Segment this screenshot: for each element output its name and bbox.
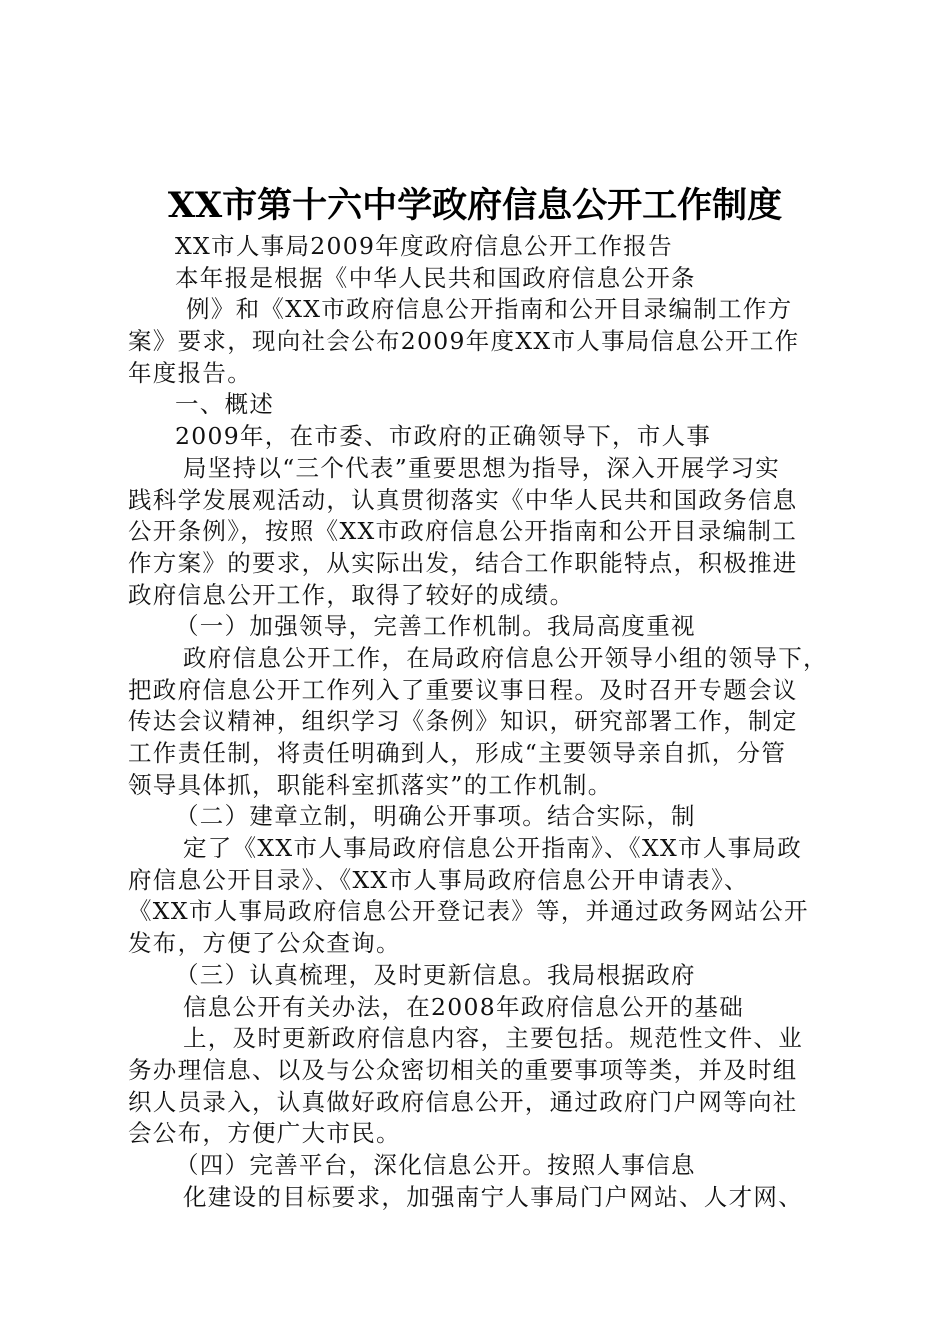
text-line: 传达会议精神，组织学习《条例》知识，研究部署工作，制定 xyxy=(128,707,798,736)
section-heading: 一、概述 xyxy=(175,390,275,419)
text-line: 年度报告。 xyxy=(128,358,252,387)
text-line: 2009年，在市委、市政府的正确领导下，市人事 xyxy=(175,422,712,451)
text-line: 定了《XX市人事局政府信息公开指南》、《XX市人事局政 xyxy=(183,834,803,863)
text-line: 把政府信息公开工作列入了重要议事日程。及时召开专题会议 xyxy=(128,675,798,704)
text-line: 公开条例》，按照《XX市政府信息公开指南和公开目录编制工 xyxy=(128,517,798,546)
text-line: 局坚持以“三个代表”重要思想为指导，深入开展学习实 xyxy=(183,453,781,482)
subsection-heading: （二）建章立制，明确公开事项。结合实际，制 xyxy=(175,802,696,831)
document-title: XX市第十六中学政府信息公开工作制度 xyxy=(167,185,783,226)
text-line: 务办理信息、以及与公众密切相关的重要事项等类，并及时组 xyxy=(128,1055,798,1084)
text-line: 会公布，方便广大市民。 xyxy=(128,1119,401,1148)
text-line: 领导具体抓，职能科室抓落实”的工作机制。 xyxy=(128,770,613,799)
subsection-heading: （一）加强领导，完善工作机制。我局高度重视 xyxy=(175,612,696,641)
text-line: 本年报是根据《中华人民共和国政府信息公开条 xyxy=(175,263,696,292)
text-line: 政府信息公开工作，在局政府信息公开领导小组的领导下， xyxy=(183,643,828,672)
text-line: XX市人事局2009年度政府信息公开工作报告 xyxy=(175,232,673,260)
text-line: 案》要求，现向社会公布2009年度XX市人事局信息公开工作 xyxy=(128,327,800,356)
text-line: 践科学发展观活动，认真贯彻落实《中华人民共和国政务信息 xyxy=(128,485,798,514)
text-line: 工作责任制，将责任明确到人，形成“主要领导亲自抓，分管 xyxy=(128,739,787,767)
text-line: 化建设的目标要求，加强南宁人事局门户网站、人才网、 xyxy=(183,1182,803,1211)
text-line: 信息公开有关办法，在2008年政府信息公开的基础 xyxy=(183,992,745,1021)
text-line: 织人员录入，认真做好政府信息公开，通过政府门户网等向社 xyxy=(128,1087,798,1116)
text-line: 上，及时更新政府信息内容，主要包括。规范性文件、业 xyxy=(183,1024,803,1053)
subsection-heading: （四）完善平台，深化信息公开。按照人事信息 xyxy=(175,1150,696,1179)
text-line: 作方案》的要求，从实际出发，结合工作职能特点，积极推进 xyxy=(128,548,798,577)
text-line: 《XX市人事局政府信息公开登记表》等，并通过政务网站公开 xyxy=(128,897,809,926)
document-body xyxy=(128,231,828,1213)
subsection-heading: （三）认真梳理，及时更新信息。我局根据政府 xyxy=(175,960,696,989)
text-line: 府信息公开目录》、《XX市人事局政府信息公开申请表》、 xyxy=(128,865,749,894)
text-line: 发布，方便了公众查询。 xyxy=(128,929,401,958)
text-line: 例》和《XX市政府信息公开指南和公开目录编制工作方 xyxy=(186,295,793,324)
text-line: 政府信息公开工作，取得了较好的成绩。 xyxy=(128,580,575,609)
